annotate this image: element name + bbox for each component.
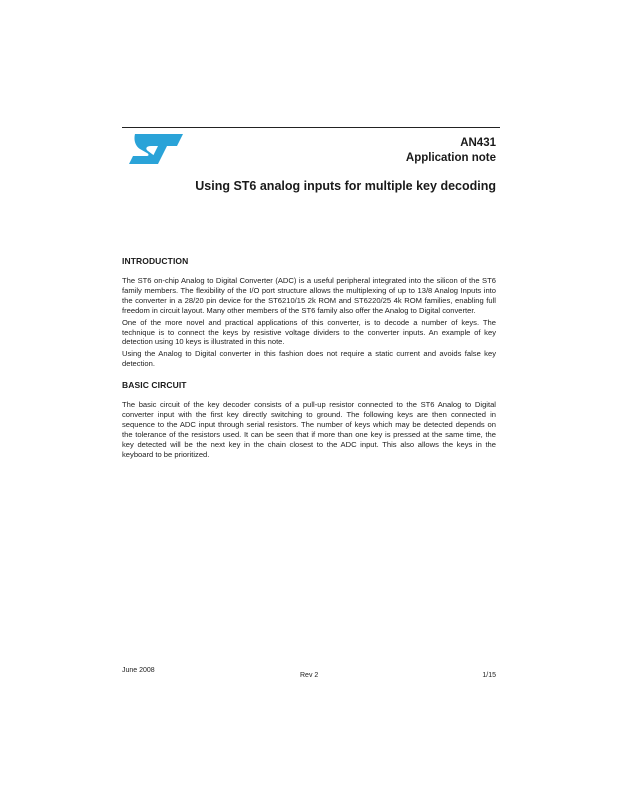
- paragraph: One of the more novel and practical applications of this converter, is to decode a number of keys. The technique is to connect the keys by resistive voltage dividers to the converter inputs. An example of key detection using 10 keys is illustrated in this note.: [122, 317, 496, 347]
- paragraph: The ST6 on-chip Analog to Digital Converter (ADC) is a useful peripheral integrated into the silicon of the ST6 family members. The flexibility of the I/O port structure allows the multiplexing of up to 13/8 Analog Inputs into the converter in a 28/20 pin device for the ST6210/15 2k ROM and ST6220/25 4k ROM families, enabling full freedom in circuit layout. Many other members of the ST6 family also offer the Analog to Digital converter.: [122, 276, 496, 315]
- section-introduction: [122, 256, 496, 369]
- document-body: [122, 256, 496, 462]
- document-type: Application note: [405, 152, 496, 164]
- section-heading: INTRODUCTION: [122, 256, 189, 266]
- section-basic-circuit: [122, 380, 496, 459]
- paragraph: Using the Analog to Digital converter in this fashion does not require a static current and avoids false key detection.: [122, 349, 496, 369]
- st-logo-icon: [127, 132, 185, 166]
- footer-revision: Rev 2: [300, 672, 319, 679]
- document-id: AN431: [460, 137, 496, 149]
- document-title: Using ST6 analog inputs for multiple key decoding: [195, 179, 496, 193]
- footer-page-number: 1/15: [482, 672, 496, 679]
- footer-date: June 2008: [122, 667, 155, 674]
- section-heading: BASIC CIRCUIT: [122, 380, 187, 391]
- paragraph: The basic circuit of the key decoder consists of a pull-up resistor connected to the ST6 Analog to Digital converter input with the first key directly switching to ground. The following keys are then connected in sequence to the ADC input through serial resistors. The number of keys which may be detected depends on the tolerance of the resistors used. It can be seen that if more than one key is pressed at the same time, the key detected will be the next key in the chain closest to the ADC input. This also allows the keys in the keyboard to be prioritized.: [122, 400, 496, 459]
- header-divider: [122, 127, 500, 128]
